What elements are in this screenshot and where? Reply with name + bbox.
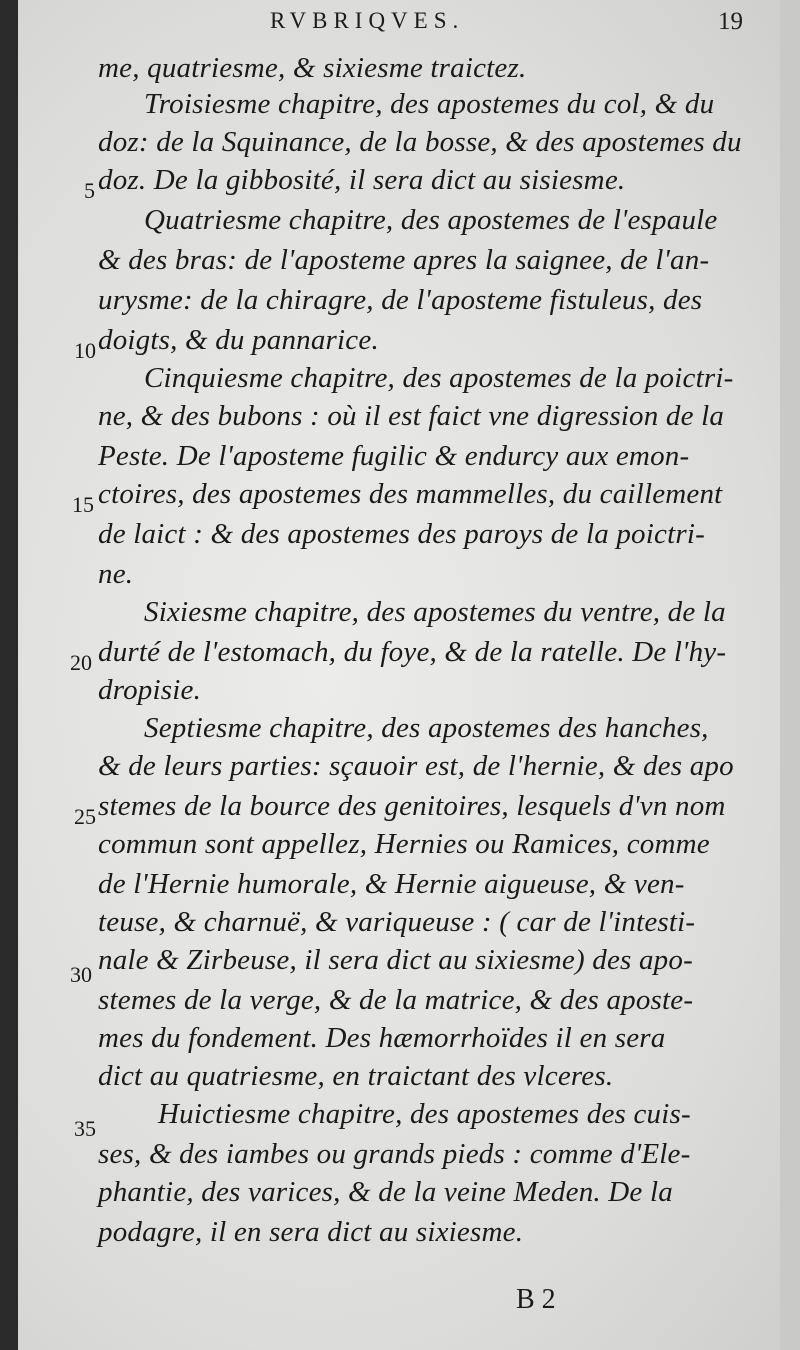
text-line: ctoires, des apostemes des mammelles, du caillement <box>98 478 723 510</box>
text-line: urysme: de la chiragre, de l'aposteme fistuleus, des <box>98 284 703 316</box>
text-line: ne. <box>98 558 134 590</box>
text-line: Troisiesme chapitre, des apostemes du col, & du <box>144 88 715 120</box>
line-number: 15 <box>72 492 94 517</box>
text-line: de laict : & des apostemes des paroys de la poictri- <box>98 518 705 550</box>
text-line: durté de l'estomach, du foye, & de la ratelle. De l'hy- <box>98 636 727 668</box>
running-head: RVBRIQVES. <box>270 8 465 33</box>
page-header <box>18 4 780 44</box>
page-number: 19 <box>718 8 743 35</box>
text-line: Sixiesme chapitre, des apostemes du ventre, de la <box>144 596 726 628</box>
text-line: me, quatriesme, & sixiesme traictez. <box>98 52 527 84</box>
text-line: Quatriesme chapitre, des apostemes de l'espaule <box>144 204 718 236</box>
text-line: nale & Zirbeuse, il sera dict au sixiesme) des apo- <box>98 944 693 976</box>
text-line: commun sont appellez, Hernies ou Ramices, comme <box>98 828 710 860</box>
line-number: 10 <box>74 338 96 363</box>
text-line: Septiesme chapitre, des apostemes des hanches, <box>144 712 709 744</box>
line-number: 5 <box>84 178 95 203</box>
signature-mark: B 2 <box>516 1284 556 1315</box>
text-line: & des bras: de l'aposteme apres la saignee, de l'an- <box>98 244 710 276</box>
text-line: doigts, & du pannarice. <box>98 324 379 356</box>
text-line: dropisie. <box>98 674 202 706</box>
text-line: mes du fondement. Des hæmorrhoïdes il en sera <box>98 1022 666 1054</box>
page-edge <box>780 0 800 1350</box>
text-line: doz: de la Squinance, de la bosse, & des apostemes du <box>98 126 742 158</box>
text-line: stemes de la bource des genitoires, lesquels d'vn nom <box>98 790 726 822</box>
text-line: Huictiesme chapitre, des apostemes des cuis- <box>158 1098 691 1130</box>
text-line: & de leurs parties: sçauoir est, de l'hernie, & des apo <box>98 750 734 782</box>
text-line: ses, & des iambes ou grands pieds : comme d'Ele- <box>98 1138 691 1170</box>
line-number: 20 <box>70 650 92 675</box>
text-line: phantie, des varices, & de la veine Meden. De la <box>98 1176 673 1208</box>
text-line: Peste. De l'aposteme fugilic & endurcy aux emon- <box>98 440 690 472</box>
text-line: dict au quatriesme, en traictant des vlceres. <box>98 1060 614 1092</box>
text-line: stemes de la verge, & de la matrice, & des aposte- <box>98 984 694 1016</box>
line-number: 25 <box>74 804 96 829</box>
text-line: de l'Hernie humorale, & Hernie aigueuse, & ven- <box>98 868 685 900</box>
line-number: 35 <box>74 1116 96 1141</box>
text-line: ne, & des bubons : où il est faict vne digression de la <box>98 400 725 432</box>
book-page <box>18 0 780 1350</box>
text-line: podagre, il en sera dict au sixiesme. <box>98 1216 524 1248</box>
line-number: 30 <box>70 962 92 987</box>
text-line: doz. De la gibbosité, il sera dict au sisiesme. <box>98 164 626 196</box>
text-line: Cinquiesme chapitre, des apostemes de la poictri- <box>144 362 734 394</box>
text-line: teuse, & charnuë, & variqueuse : ( car de l'intesti- <box>98 906 696 938</box>
